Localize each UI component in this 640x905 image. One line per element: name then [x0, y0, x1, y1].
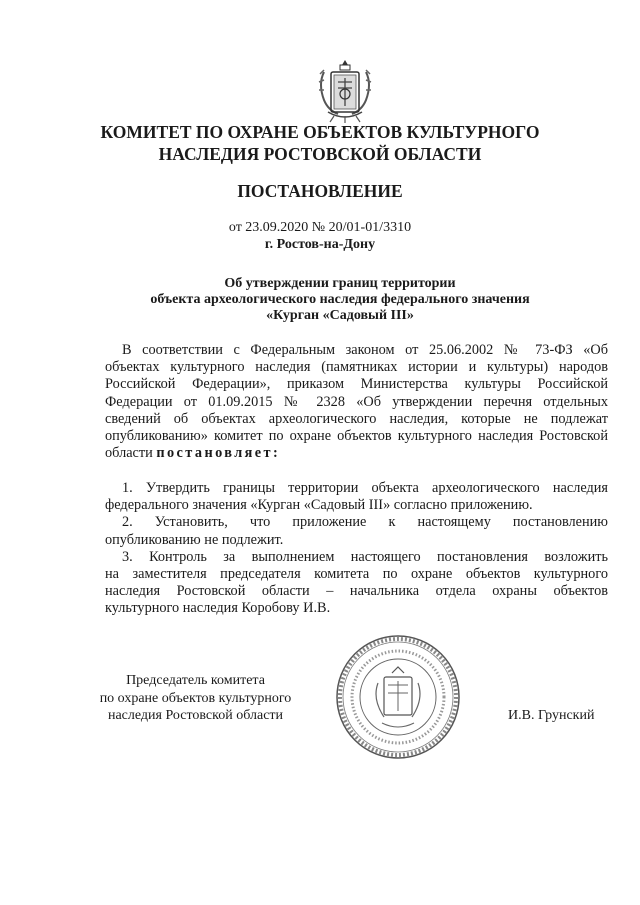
organization-name-line: НАСЛЕДИЯ РОСТОВСКОЙ ОБЛАСТИ — [158, 144, 482, 164]
subject-line: Об утверждении границ территории — [224, 276, 456, 291]
item-line: 3. Контроль за выполнением настоящего постановления возложить — [122, 548, 608, 565]
item-line: культурного наследия Коробову И.В. — [105, 600, 331, 617]
subject-line: объекта археологического наследия федерального значения — [150, 292, 530, 307]
preamble-line: сведений об объектах археологического наследия, которые не подлежат — [105, 410, 608, 427]
position-line: наследия Ростовской области — [107, 708, 284, 723]
preamble-line: Российской Федерации», приказом Министерства культуры Российской — [105, 376, 608, 393]
preamble-line: опубликованию» комитет по охране объектов культурного наследия Ростовской — [105, 428, 608, 445]
item-line: 2. Установить, что приложение к настоящему постановлению — [122, 514, 608, 531]
signatory-name: И.В. Грунский — [508, 708, 595, 723]
item-line: опубликованию не подлежит. — [105, 531, 284, 548]
document-type: ПОСТАНОВЛЕНИЕ — [237, 181, 403, 201]
preamble-line: Федерации от 01.09.2015 № 2328 «Об утверждении перечня отдельных — [105, 393, 608, 410]
organization-name-line: КОМИТЕТ ПО ОХРАНЕ ОБЪЕКТОВ КУЛЬТУРНОГО — [100, 122, 540, 142]
official-seal-icon — [334, 633, 462, 761]
organization-name — [40, 121, 600, 165]
signatory-position — [88, 672, 303, 725]
item-line: 1. Утвердить границы территории объекта археологического наследия — [122, 480, 608, 496]
position-line: Председатель комитета — [126, 673, 265, 688]
document-date-number: от 23.09.2020 № 20/01-01/3310 — [228, 220, 412, 235]
preamble-line: объектах культурного наследия (памятниках истории и культуры) народов — [105, 359, 608, 376]
preamble-line: В соответствии с Федеральным законом от 25.06.2002 № 73-ФЗ «Об — [122, 342, 608, 358]
item-line: федерального значения «Курган «Садовый III» согласно приложению. — [105, 497, 533, 514]
preamble-last-prefix: области — [105, 445, 153, 462]
coat-of-arms-icon — [314, 58, 376, 124]
decree-word: постановляет: — [156, 445, 281, 462]
item-line: наследия Ростовской области – начальника отдела охраны объектов — [105, 583, 608, 600]
subject-line: «Курган «Садовый III» — [266, 308, 414, 323]
preamble-paragraph — [105, 342, 608, 462]
position-line: по охране объектов культурного — [99, 690, 292, 706]
preamble-last-line — [105, 445, 608, 462]
resolution-items — [105, 480, 608, 618]
document-subject — [40, 276, 640, 324]
document-city: г. Ростов-на-Дону — [264, 237, 376, 252]
item-line: на заместителя председателя комитета по охране объектов культурного — [105, 566, 608, 583]
